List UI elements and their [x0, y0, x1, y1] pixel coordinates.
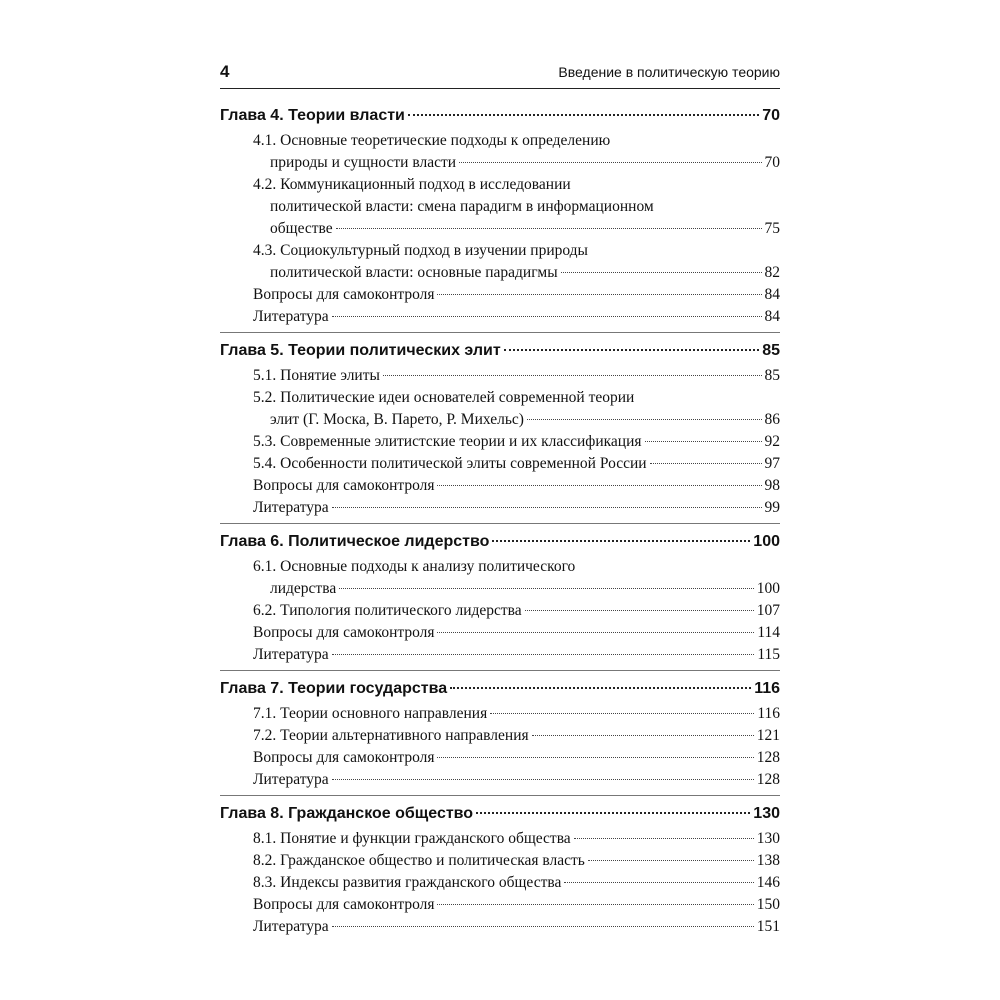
dot-leader	[459, 162, 761, 163]
dot-leader	[332, 779, 754, 780]
table-of-contents	[220, 104, 780, 948]
toc-entry[interactable]	[220, 306, 780, 328]
entry-line	[253, 916, 780, 938]
toc-entry[interactable]	[220, 240, 780, 284]
entry-line	[253, 240, 780, 262]
running-title: Введение в политическую теорию	[558, 64, 780, 80]
dot-leader	[525, 610, 754, 611]
entry-text: Вопросы для самоконтроля	[253, 477, 435, 494]
chapter-page-number: 130	[753, 805, 780, 822]
entry-page-number: 92	[764, 433, 780, 450]
entry-text: 4.1. Основные теоретические подходы к определению	[253, 132, 611, 149]
dot-leader	[476, 812, 750, 814]
dot-leader	[492, 540, 750, 542]
dot-leader	[532, 735, 754, 736]
chapter-title: Глава 8. Гражданское общество	[220, 805, 474, 822]
entry-line	[253, 409, 780, 431]
entry-page-number: 151	[756, 918, 780, 935]
chapter-heading[interactable]	[220, 104, 780, 128]
toc-entry[interactable]	[220, 850, 780, 872]
entry-text: 5.3. Современные элитистские теории и их классификация	[253, 433, 642, 450]
toc-chapter	[220, 530, 780, 671]
entry-text: лидерства	[270, 580, 337, 597]
entry-text: Вопросы для самоконтроля	[253, 286, 435, 303]
entry-text: Вопросы для самоконтроля	[253, 749, 435, 766]
entry-text: 6.2. Типология политического лидерства	[253, 602, 522, 619]
entry-text: Литература	[253, 308, 329, 325]
toc-chapter	[220, 677, 780, 796]
toc-entry[interactable]	[220, 431, 780, 453]
entry-line	[253, 703, 780, 725]
entry-text: 5.1. Понятие элиты	[253, 367, 380, 384]
chapter-heading[interactable]	[220, 339, 780, 363]
entry-page-number: 100	[756, 580, 780, 597]
toc-entry[interactable]	[220, 725, 780, 747]
toc-chapter	[220, 802, 780, 942]
entry-text: 7.2. Теории альтернативного направления	[253, 727, 529, 744]
entry-line	[253, 600, 780, 622]
entry-line	[253, 894, 780, 916]
entry-text: Литература	[253, 646, 329, 663]
entry-text: 8.3. Индексы развития гражданского общества	[253, 874, 562, 891]
toc-entry[interactable]	[220, 769, 780, 791]
dot-leader	[339, 588, 754, 589]
toc-chapter	[220, 104, 780, 333]
chapter-heading[interactable]	[220, 802, 780, 826]
entry-line	[253, 828, 780, 850]
page-header	[220, 62, 780, 84]
entry-page-number: 138	[756, 852, 780, 869]
entry-text: 7.1. Теории основного направления	[253, 705, 488, 722]
dot-leader	[527, 419, 762, 420]
dot-leader	[437, 632, 754, 633]
entry-text: Литература	[253, 499, 329, 516]
toc-entry[interactable]	[220, 828, 780, 850]
entry-line	[253, 556, 780, 578]
entry-line	[253, 475, 780, 497]
header-rule	[220, 88, 780, 89]
entry-page-number: 99	[764, 499, 780, 516]
dot-leader	[332, 507, 762, 508]
entry-line	[253, 769, 780, 791]
entry-text: 5.4. Особенности политической элиты современной России	[253, 455, 647, 472]
toc-entry[interactable]	[220, 703, 780, 725]
entry-page-number: 84	[764, 286, 780, 303]
dot-leader	[504, 349, 760, 351]
dot-leader	[450, 687, 751, 689]
entry-text: природы и сущности власти	[270, 154, 457, 171]
entry-text: Литература	[253, 771, 329, 788]
entry-line	[253, 453, 780, 475]
entry-page-number: 130	[756, 830, 780, 847]
toc-entry[interactable]	[220, 600, 780, 622]
entry-page-number: 128	[756, 771, 780, 788]
dot-leader	[332, 316, 762, 317]
chapter-page-number: 116	[754, 680, 780, 697]
entry-line	[253, 431, 780, 453]
entry-page-number: 114	[757, 624, 780, 641]
entry-text: 6.1. Основные подходы к анализу политического	[253, 558, 576, 575]
entry-text: Вопросы для самоконтроля	[253, 624, 435, 641]
entry-text: 4.3. Социокультурный подход в изучении природы	[253, 242, 588, 259]
entry-page-number: 82	[764, 264, 780, 281]
dot-leader	[332, 926, 754, 927]
entry-line	[253, 872, 780, 894]
toc-entry[interactable]	[220, 453, 780, 475]
toc-entry[interactable]	[220, 497, 780, 519]
entry-text: обществе	[270, 220, 333, 237]
dot-leader	[645, 441, 762, 442]
entry-page-number: 107	[756, 602, 780, 619]
entry-line	[253, 284, 780, 306]
dot-leader	[561, 272, 762, 273]
entry-page-number: 116	[757, 705, 780, 722]
entry-page-number: 146	[756, 874, 780, 891]
dot-leader	[437, 485, 761, 486]
entry-text: 4.2. Коммуникационный подход в исследовании	[253, 176, 571, 193]
entry-line	[253, 578, 780, 600]
entry-line	[253, 130, 780, 152]
toc-entry[interactable]	[220, 475, 780, 497]
entry-text: 8.2. Гражданское общество и политическая власть	[253, 852, 585, 869]
entry-text: элит (Г. Моска, В. Парето, Р. Михельс)	[270, 411, 524, 428]
toc-entry[interactable]	[220, 387, 780, 431]
toc-entry[interactable]	[220, 556, 780, 600]
dot-leader	[437, 294, 761, 295]
entry-page-number: 97	[764, 455, 780, 472]
dot-leader	[564, 882, 753, 883]
entry-line	[253, 747, 780, 769]
entry-page-number: 128	[756, 749, 780, 766]
dot-leader	[336, 228, 762, 229]
entry-page-number: 86	[764, 411, 780, 428]
dot-leader	[574, 838, 754, 839]
chapter-title: Глава 4. Теории власти	[220, 107, 405, 124]
entry-page-number: 70	[764, 154, 780, 171]
entry-text: 8.1. Понятие и функции гражданского общества	[253, 830, 571, 847]
toc-entry[interactable]	[220, 916, 780, 938]
entry-line	[253, 497, 780, 519]
chapter-title: Глава 6. Политическое лидерство	[220, 533, 490, 550]
entry-page-number: 75	[764, 220, 780, 237]
chapter-heading[interactable]	[220, 530, 780, 554]
entry-line	[253, 152, 780, 174]
toc-entry[interactable]	[220, 644, 780, 666]
entry-text: Литература	[253, 918, 329, 935]
dot-leader	[650, 463, 762, 464]
dot-leader	[437, 904, 753, 905]
entry-line	[253, 850, 780, 872]
toc-entry[interactable]	[220, 284, 780, 306]
entry-page-number: 115	[757, 646, 780, 663]
toc-entry[interactable]	[220, 872, 780, 894]
toc-entry[interactable]	[220, 622, 780, 644]
chapter-page-number: 70	[762, 107, 780, 124]
entry-page-number: 150	[756, 896, 780, 913]
entry-text: политической власти: смена парадигм в информационном	[270, 198, 654, 215]
toc-entry[interactable]	[220, 174, 780, 240]
dot-leader	[437, 757, 753, 758]
entry-line	[253, 365, 780, 387]
toc-entry[interactable]	[220, 894, 780, 916]
dot-leader	[588, 860, 754, 861]
entry-text: Вопросы для самоконтроля	[253, 896, 435, 913]
entry-text: политической власти: основные парадигмы	[270, 264, 558, 281]
entry-line	[253, 262, 780, 284]
entry-line	[253, 644, 780, 666]
entry-page-number: 121	[756, 727, 780, 744]
entry-page-number: 84	[764, 308, 780, 325]
entry-line	[253, 218, 780, 240]
toc-entry[interactable]	[220, 130, 780, 174]
dot-leader	[490, 713, 754, 714]
chapter-page-number: 85	[762, 342, 780, 359]
chapter-title: Глава 7. Теории государства	[220, 680, 448, 697]
page-number: 4	[220, 62, 230, 81]
entry-line	[253, 174, 780, 196]
dot-leader	[408, 114, 759, 116]
toc-entry[interactable]	[220, 365, 780, 387]
entry-line	[253, 387, 780, 409]
entry-line	[253, 196, 780, 218]
entry-line	[253, 622, 780, 644]
entry-page-number: 98	[764, 477, 780, 494]
entry-line	[253, 725, 780, 747]
dot-leader	[332, 654, 755, 655]
chapter-title: Глава 5. Теории политических элит	[220, 342, 501, 359]
entry-line	[253, 306, 780, 328]
toc-entry[interactable]	[220, 747, 780, 769]
chapter-page-number: 100	[753, 533, 780, 550]
entry-text: 5.2. Политические идеи основателей современной теории	[253, 389, 635, 406]
toc-chapter	[220, 339, 780, 524]
chapter-heading[interactable]	[220, 677, 780, 701]
dot-leader	[383, 375, 762, 376]
entry-page-number: 85	[764, 367, 780, 384]
